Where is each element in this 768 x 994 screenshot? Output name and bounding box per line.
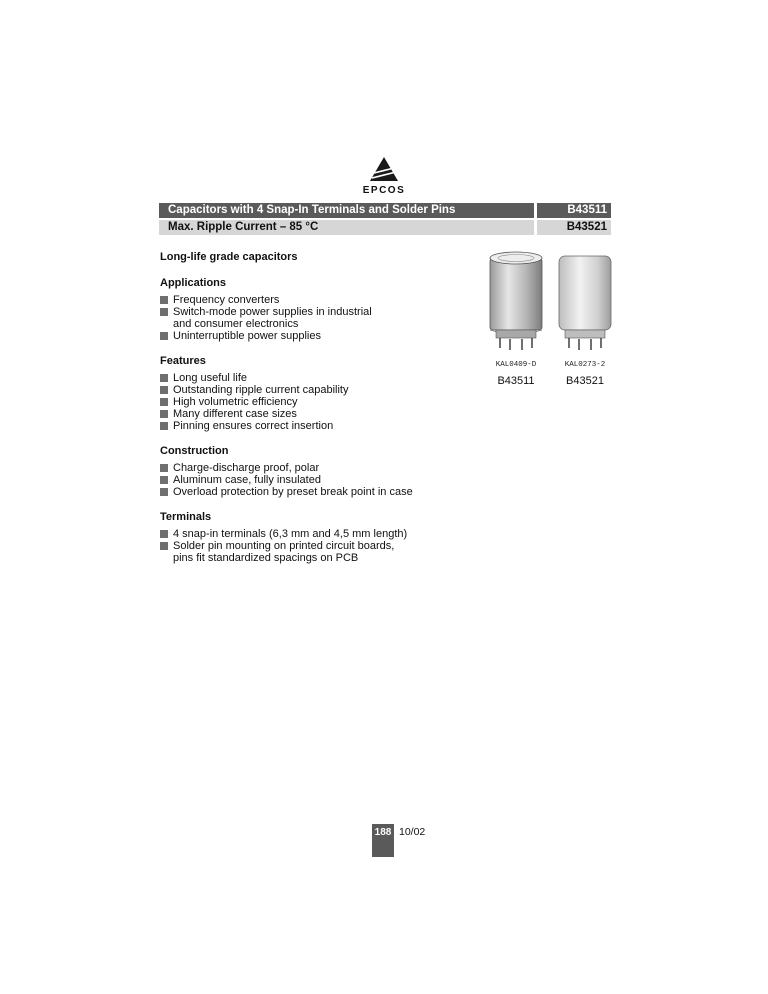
section-construction [160,444,460,498]
epcos-triangle-icon [369,157,399,183]
title-bar [159,203,611,218]
section-features [160,354,460,432]
section-title: Terminals [160,511,212,523]
figure-code: KAL0273-2 [564,361,606,369]
revision-date: 10/02 [399,826,426,838]
list-item: Frequency converters [160,294,460,306]
figure-model: B43511 [497,375,535,387]
capacitor-image [553,250,617,354]
model-number-1: B43511 [567,204,607,216]
document-body [160,250,460,564]
bar-separator [534,203,537,218]
intro-heading: Long-life grade capacitors [160,251,298,263]
section-title: Applications [160,277,227,289]
list-item-continuation: and consumer electronics [173,318,299,330]
document-title: Capacitors with 4 Snap-In Terminals and Solder Pins [168,204,456,216]
list-item: 4 snap-in terminals (6,3 mm and 4,5 mm length) [160,528,460,540]
list-item: Long useful life [160,372,460,384]
section-terminals [160,510,460,564]
page-number: 188 [372,824,394,857]
model-number-2: B43521 [566,221,607,233]
capacitor-figure-1 [484,250,548,387]
subtitle-bar [159,220,611,235]
bar-separator [534,220,537,235]
list-item: Solder pin mounting on printed circuit boards, [160,540,460,552]
figure-code: KAL0409-D [495,361,537,369]
section-title: Features [160,355,206,367]
list-item: High volumetric efficiency [160,396,460,408]
list-item: Aluminum case, fully insulated [160,474,460,486]
epcos-logo [357,157,411,196]
list-item: Switch-mode power supplies in industrial [160,306,460,318]
list-item: Outstanding ripple current capability [160,384,460,396]
capacitor-image [484,250,548,354]
list-item: Charge-discharge proof, polar [160,462,460,474]
section-applications [160,276,460,342]
list-item: Uninterruptible power supplies [160,330,460,342]
logo-text: EPCOS [362,185,406,196]
list-item-continuation: pins fit standardized spacings on PCB [173,552,359,564]
figure-model: B43521 [566,375,604,387]
list-item: Pinning ensures correct insertion [160,420,460,432]
capacitor-figure-2 [553,250,617,387]
section-title: Construction [160,445,229,457]
document-subtitle: Max. Ripple Current – 85 °C [168,221,319,233]
list-item: Overload protection by preset break point in case [160,486,460,498]
list-item: Many different case sizes [160,408,460,420]
